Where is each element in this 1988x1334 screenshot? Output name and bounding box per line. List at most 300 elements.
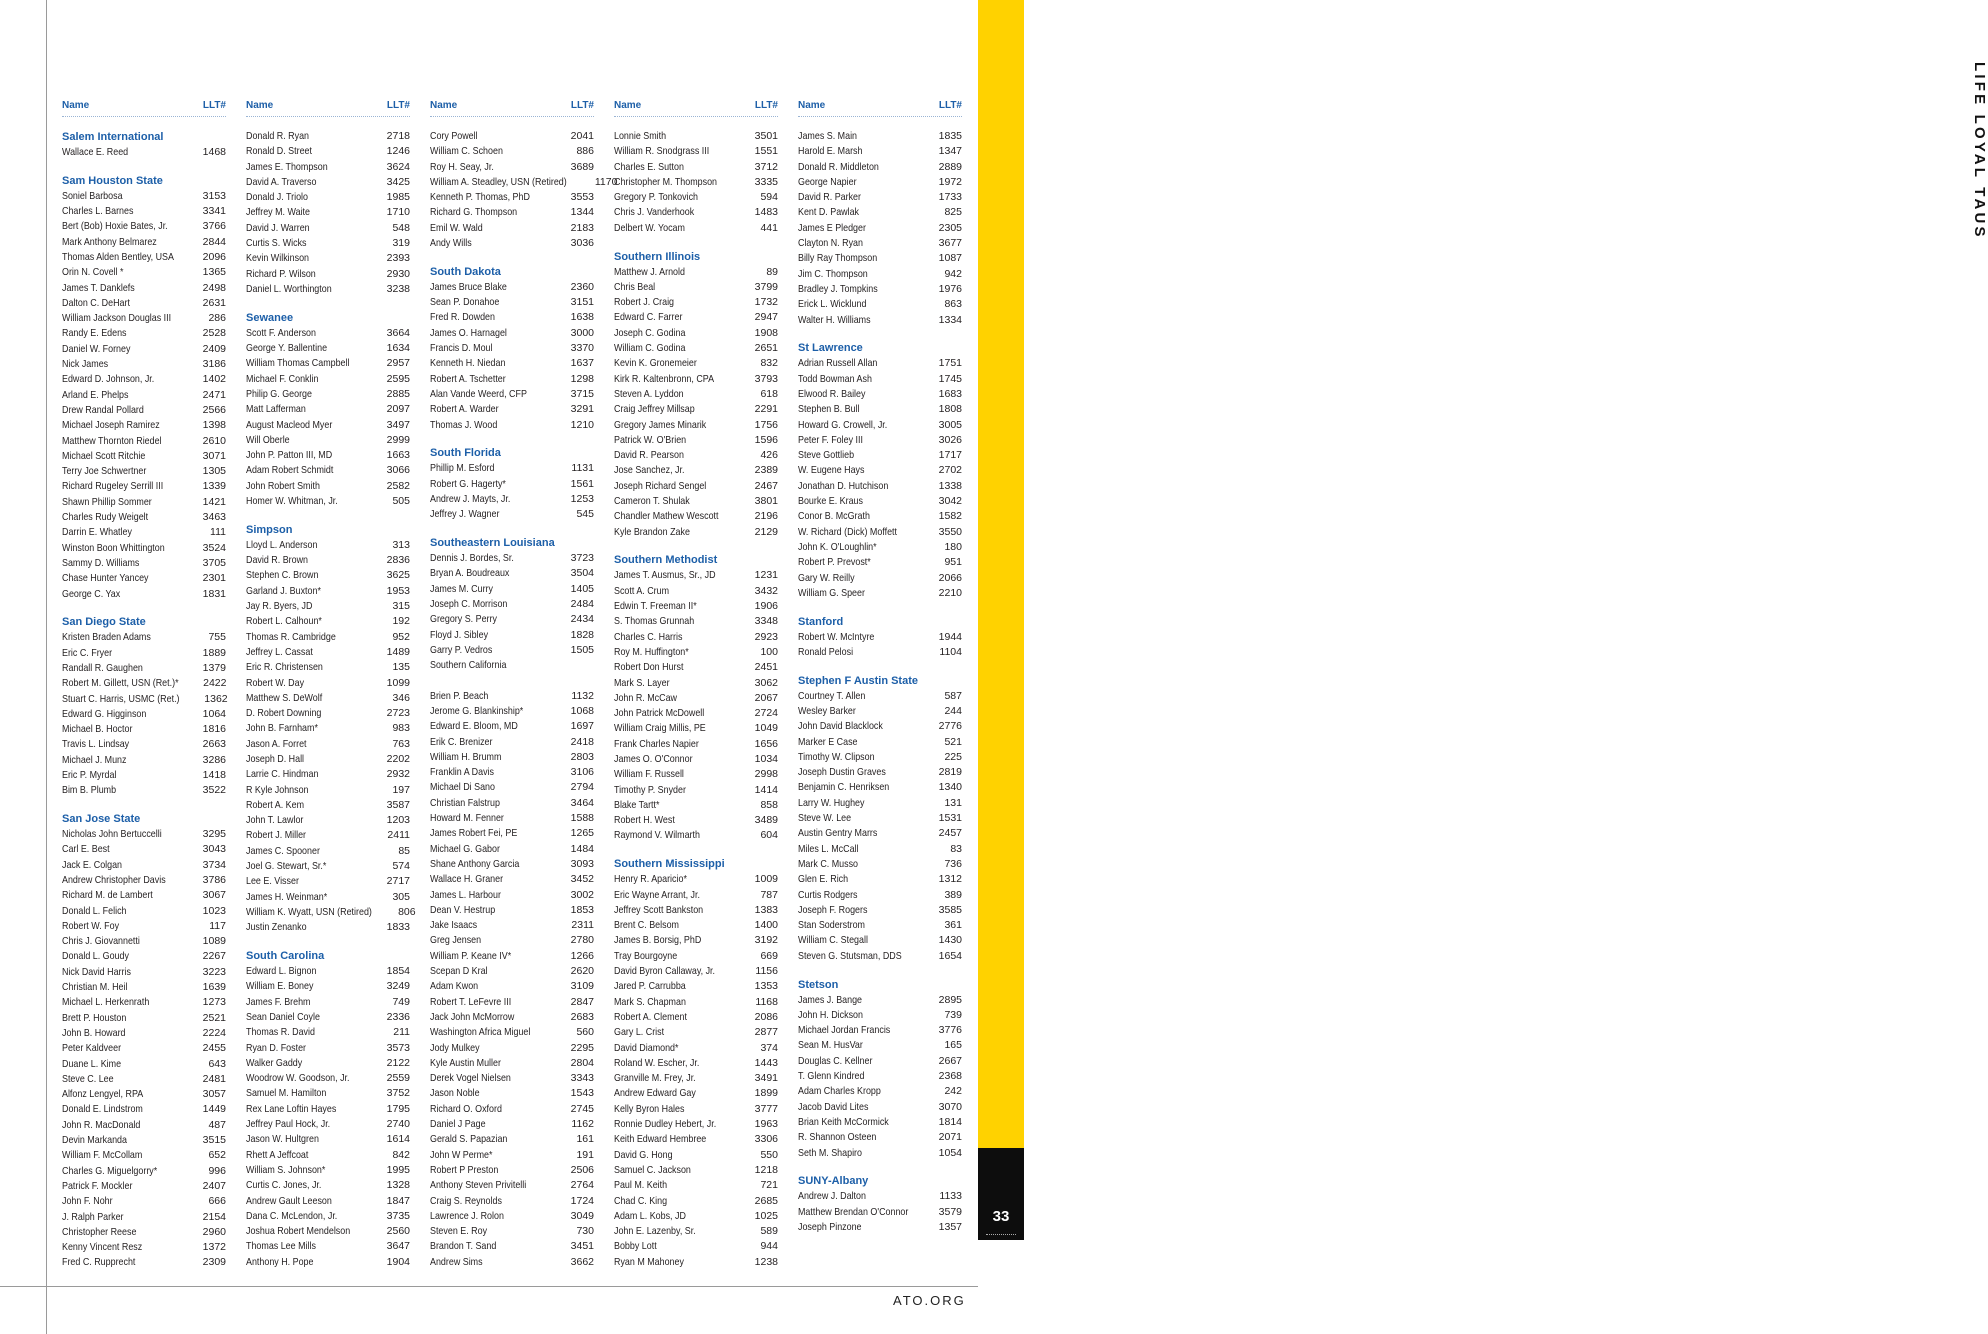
member-row (614, 341, 778, 356)
member-row (246, 236, 410, 251)
member-number: 3295 (202, 828, 226, 841)
member-row (614, 918, 778, 933)
member-number: 858 (760, 798, 778, 811)
member-name: David G. Hong (614, 1148, 673, 1161)
member-name: Christopher Reese (62, 1225, 137, 1238)
member-row (614, 1010, 778, 1025)
member-name: Sammy D. Williams (62, 556, 140, 569)
member-number: 1582 (938, 510, 962, 523)
member-row (430, 477, 594, 492)
member-name: James T. Danklefs (62, 281, 135, 294)
member-row (246, 630, 410, 645)
member-name: Joshua Robert Mendelson (246, 1225, 351, 1238)
member-name: Soniel Barbosa (62, 189, 123, 202)
member-number: 1816 (202, 723, 226, 736)
member-row (62, 753, 226, 768)
member-name: Robert A. Warder (430, 403, 499, 416)
member-number: 2471 (202, 388, 226, 401)
member-name: Matthew J. Arnold (614, 265, 685, 278)
member-row (246, 387, 410, 402)
member-number: 2067 (754, 691, 778, 704)
member-number: 1400 (754, 919, 778, 932)
member-name: Matt Lafferman (246, 403, 306, 416)
member-row (430, 402, 594, 417)
member-row (246, 859, 410, 874)
member-name: Michael B. Hoctor (62, 723, 133, 736)
member-row (430, 765, 594, 780)
member-row (246, 129, 410, 144)
member-row (62, 556, 226, 571)
member-number: 587 (944, 689, 962, 702)
member-name: Blake Tartt* (614, 798, 660, 811)
member-number: 2999 (386, 433, 410, 446)
member-row (798, 1130, 962, 1145)
member-name: Walker Gaddy (246, 1056, 303, 1069)
member-number: 3573 (386, 1041, 410, 1054)
member-row (798, 463, 962, 478)
member-number: 2803 (570, 750, 594, 763)
member-name: Patrick F. Mockler (62, 1179, 133, 1192)
member-name: Thomas R. Cambridge (246, 630, 336, 643)
member-row (62, 904, 226, 919)
member-row (246, 463, 410, 478)
number-header: LLT# (938, 100, 962, 111)
member-number: 832 (760, 357, 778, 370)
member-name: Tray Bourgoyne (614, 949, 678, 962)
side-title: LIFE LOYAL TAUS (1971, 62, 1988, 240)
member-name: Brett P. Houston (62, 1011, 127, 1024)
member-number: 505 (392, 495, 410, 508)
member-number: 2745 (570, 1102, 594, 1115)
member-row (246, 828, 410, 843)
column-body (62, 117, 226, 1271)
member-row (246, 1025, 410, 1040)
member-number: 374 (760, 1041, 778, 1054)
member-number: 669 (760, 949, 778, 962)
member-name: Stan Soderstrom (798, 919, 865, 932)
member-number: 3335 (754, 175, 778, 188)
member-row (62, 707, 226, 722)
member-row (430, 612, 594, 627)
member-number: 1733 (938, 191, 962, 204)
member-name: Wesley Barker (798, 705, 856, 717)
member-row (62, 281, 226, 296)
member-number: 3801 (754, 495, 778, 508)
footer-url: ATO.ORG (893, 1293, 966, 1308)
member-row (614, 1041, 778, 1056)
member-name: William F. McCollam (62, 1149, 143, 1162)
member-name: Drew Randal Pollard (62, 403, 144, 416)
member-number: 1751 (938, 357, 962, 370)
member-row (430, 1163, 594, 1178)
member-number: 3223 (202, 965, 226, 978)
member-number: 739 (944, 1008, 962, 1021)
member-number: 1468 (202, 146, 226, 158)
member-row (430, 205, 594, 220)
member-number: 1339 (202, 480, 226, 493)
member-number: 3550 (938, 525, 962, 538)
member-name: William E. Boney (246, 980, 314, 993)
member-name: Christian M. Heil (62, 981, 128, 994)
member-name: Kent D. Pawlak (798, 206, 860, 219)
member-number: 1638 (570, 311, 594, 324)
member-name: Dana C. McLendon, Jr. (246, 1209, 338, 1222)
member-name: Franklin A Davis (430, 766, 494, 779)
member-row (614, 265, 778, 280)
member-name: Greg Jensen (430, 934, 482, 947)
member-row (62, 919, 226, 934)
member-number: 2804 (570, 1056, 594, 1069)
member-row (798, 586, 962, 601)
member-number: 3489 (754, 814, 778, 827)
member-row (798, 1205, 962, 1220)
member-number: 2467 (754, 479, 778, 492)
member-row (798, 1115, 962, 1130)
member-row (614, 463, 778, 478)
member-row (430, 175, 618, 190)
member-number: 313 (392, 538, 410, 551)
member-number: 3348 (754, 615, 778, 628)
member-row (246, 402, 410, 417)
member-number: 2360 (570, 280, 594, 293)
member-name: Kristen Braden Adams (62, 631, 151, 644)
member-number: 1099 (386, 676, 410, 689)
member-row (430, 780, 594, 795)
member-number: 2960 (202, 1225, 226, 1238)
member-row (62, 888, 226, 903)
member-row (246, 418, 410, 433)
member-row (246, 356, 410, 371)
member-number: 2066 (938, 571, 962, 584)
member-name: Adam Charles Kropp (798, 1085, 881, 1098)
member-row (798, 402, 962, 417)
number-header: LLT# (754, 100, 778, 111)
member-row (62, 587, 226, 602)
column-4 (614, 98, 778, 1270)
member-name: Steven G. Stutsman, DDS (798, 949, 902, 962)
member-row (430, 933, 594, 948)
member-row (798, 190, 962, 205)
member-row (62, 479, 226, 494)
member-name: Keith Edward Hembree (614, 1133, 707, 1146)
member-name: Garland J. Buxton* (246, 584, 321, 597)
member-row (246, 752, 410, 767)
member-number: 3306 (754, 1133, 778, 1146)
member-number: 3463 (202, 511, 226, 524)
member-name: John K. O'Loughlin* (798, 540, 877, 553)
member-number: 863 (944, 298, 962, 311)
member-name: James S. Main (798, 130, 858, 142)
member-number: 983 (392, 722, 410, 735)
member-number: 3093 (570, 857, 594, 870)
member-row (614, 205, 778, 220)
member-number: 3723 (570, 552, 594, 565)
member-row (614, 372, 778, 387)
member-row (430, 129, 594, 144)
member-row (614, 280, 778, 295)
member-number: 1312 (938, 873, 962, 886)
member-row (246, 479, 410, 494)
member-number: 604 (760, 829, 778, 842)
member-name: William A. Steadley, USN (Retired) (430, 175, 567, 188)
member-number: 2122 (386, 1056, 410, 1069)
member-number: 1614 (386, 1133, 410, 1146)
member-number: 3341 (202, 205, 226, 218)
member-row (614, 1209, 778, 1224)
member-number: 3106 (570, 766, 594, 779)
member-number: 1489 (386, 645, 410, 658)
member-number: 2202 (386, 752, 410, 765)
member-number: 886 (576, 145, 594, 158)
member-number: 952 (392, 630, 410, 643)
member-row (430, 719, 594, 734)
member-row (798, 993, 962, 1008)
member-name: James O. Harnagel (430, 326, 507, 339)
member-name: Curtis Rodgers (798, 888, 858, 901)
member-row (614, 568, 778, 583)
section-heading: San Jose State (62, 813, 141, 826)
member-number: 3501 (754, 130, 778, 142)
member-name: William C. Stegall (798, 934, 868, 947)
member-row (614, 767, 778, 782)
member-name: Thomas J. Wood (430, 418, 498, 431)
member-name: Eric R. Christensen (246, 661, 323, 674)
member-number: 1808 (938, 403, 962, 416)
member-name: Courtney T. Allen (798, 689, 866, 702)
member-name: Chris Beal (614, 280, 656, 293)
member-row (614, 798, 778, 813)
section-heading: Southeastern Louisiana (430, 537, 555, 550)
member-row (614, 676, 778, 691)
member-number: 2667 (938, 1054, 962, 1067)
member-row (62, 510, 226, 525)
member-number: 3370 (570, 342, 594, 355)
member-number: 286 (208, 312, 226, 325)
section-heading: San Diego State (62, 616, 146, 629)
member-row (614, 1224, 778, 1239)
member-row (430, 888, 594, 903)
member-name: John E. Lazenby, Sr. (614, 1225, 696, 1238)
member-row (62, 692, 226, 707)
member-number: 3497 (386, 418, 410, 431)
member-number: 2560 (386, 1225, 410, 1238)
member-row (430, 735, 594, 750)
page-number: 33 (992, 1208, 1010, 1225)
member-number: 2309 (202, 1256, 226, 1269)
member-row (430, 842, 594, 857)
member-row (430, 857, 594, 872)
member-number: 1639 (202, 981, 226, 994)
member-name: Orin N. Covell * (62, 266, 124, 279)
member-name: Travis L. Lindsay (62, 738, 130, 751)
member-number: 1362 (204, 692, 228, 705)
number-header: LLT# (202, 100, 226, 111)
member-name: Matthew S. DeWolf (246, 691, 323, 704)
member-name: Jose Sanchez, Jr. (614, 464, 685, 477)
member-row (430, 1178, 594, 1193)
member-row (246, 691, 410, 706)
member-row (614, 813, 778, 828)
member-number: 1398 (202, 419, 226, 432)
member-number: 3067 (202, 889, 226, 902)
member-number: 3000 (570, 326, 594, 339)
member-row (798, 1100, 962, 1115)
member-name: William P. Keane IV* (430, 949, 512, 962)
member-name: Scott A. Crum (614, 584, 670, 597)
member-row (246, 175, 410, 190)
member-name: Samuel C. Jackson (614, 1163, 691, 1176)
member-number: 3343 (570, 1072, 594, 1085)
member-row (62, 1133, 226, 1148)
member-number: 3238 (386, 282, 410, 295)
member-name: Marker E Case (798, 735, 858, 748)
member-number: 1710 (386, 206, 410, 219)
member-name: Eric Wayne Arrant, Jr. (614, 888, 700, 901)
member-number: 2291 (754, 403, 778, 416)
member-row (246, 995, 410, 1010)
section-heading: St Lawrence (798, 342, 863, 355)
member-name: Delbert W. Yocam (614, 221, 685, 234)
member-name: David Diamond* (614, 1041, 679, 1054)
member-name: Richard P. Wilson (246, 267, 316, 280)
footer-rule (0, 1286, 978, 1287)
member-number: 3522 (202, 784, 226, 797)
member-name: Craig S. Reynolds (430, 1194, 502, 1207)
member-row (246, 584, 410, 599)
member-name: Glen E. Rich (798, 873, 849, 886)
member-name: Joseph F. Rogers (798, 903, 868, 916)
member-row (246, 1102, 410, 1117)
member-number: 3066 (386, 464, 410, 477)
member-name: Robert P. Prevost* (798, 556, 871, 569)
member-number: 2877 (754, 1026, 778, 1039)
member-name: Rex Lane Loftin Hayes (246, 1102, 337, 1115)
member-number: 2295 (570, 1041, 594, 1054)
member-name: James J. Bange (798, 993, 863, 1006)
member-row (430, 1132, 594, 1147)
member-number: 1104 (939, 645, 962, 658)
member-name: Jeffrey J. Wagner (430, 508, 500, 521)
member-row (614, 1148, 778, 1163)
member-row (62, 1118, 226, 1133)
member-name: Austin Gentry Marrs (798, 827, 878, 840)
member-row (614, 752, 778, 767)
member-row (798, 826, 962, 841)
member-name: Michael Scott Ritchie (62, 449, 146, 462)
member-name: George Y. Ballentine (246, 342, 328, 355)
column-header (246, 98, 410, 114)
member-name: George Napier (798, 175, 857, 188)
member-row (246, 813, 410, 828)
member-name: Peter Kaldveer (62, 1042, 122, 1055)
member-row (62, 189, 226, 204)
member-name: Jeffrey M. Waite (246, 206, 310, 219)
member-row (62, 858, 226, 873)
member-number: 2794 (570, 781, 594, 794)
member-row (62, 265, 226, 280)
member-number: 2957 (386, 357, 410, 370)
member-name: Bert (Bob) Hoxie Bates, Jr. (62, 220, 168, 233)
member-number: 2718 (386, 130, 410, 142)
member-name: Nick James (62, 358, 109, 371)
member-name: Robert L. Calhoun* (246, 615, 322, 628)
member-row (62, 1148, 226, 1163)
member-name: Benjamin C. Henriksen (798, 781, 890, 794)
member-name: David R. Brown (246, 554, 309, 567)
member-number: 618 (760, 387, 778, 400)
member-row (62, 145, 226, 160)
member-name: Todd Bowman Ash (798, 372, 872, 385)
member-name: Shawn Phillip Sommer (62, 495, 152, 508)
member-row (798, 933, 962, 948)
member-number: 346 (392, 691, 410, 704)
name-header: Name (246, 100, 274, 111)
member-number: 2651 (754, 342, 778, 355)
member-number: 244 (944, 705, 962, 717)
member-number: 1634 (386, 342, 410, 355)
member-number: 3186 (202, 358, 226, 371)
member-name: Adam Robert Schmidt (246, 464, 334, 477)
member-number: 3425 (386, 175, 410, 188)
member-number: 1944 (938, 630, 962, 643)
member-row (614, 1056, 778, 1071)
member-number: 951 (944, 556, 962, 569)
member-row (430, 326, 594, 341)
member-row (798, 540, 962, 555)
member-name: Michael Di Sano (430, 781, 495, 794)
member-name: Clayton N. Ryan (798, 237, 863, 250)
member-name: Andrew Christopher Davis (62, 873, 166, 886)
member-number: 1906 (754, 600, 778, 613)
member-name: Mark S. Layer (614, 676, 670, 689)
member-number: 3647 (386, 1240, 410, 1253)
member-number: 996 (208, 1164, 226, 1177)
member-row (246, 1148, 410, 1163)
member-number: 1218 (754, 1163, 778, 1176)
member-name: William Thomas Campbell (246, 357, 350, 370)
member-row (798, 494, 962, 509)
member-name: Howard G. Crowell, Jr. (798, 418, 888, 431)
member-row (246, 205, 410, 220)
member-name: Gregory P. Tonkovich (614, 191, 699, 204)
member-row (614, 221, 778, 236)
member-number: 763 (392, 737, 410, 750)
member-row (798, 205, 962, 220)
member-name: John B. Farnham* (246, 722, 318, 735)
member-row (62, 965, 226, 980)
member-row (430, 964, 594, 979)
member-row (430, 190, 594, 205)
member-number: 3587 (386, 798, 410, 811)
member-row (246, 599, 410, 614)
member-name: Charles E. Sutton (614, 160, 684, 173)
member-name: Anthony Steven Privitelli (430, 1179, 527, 1192)
member-row (430, 1239, 594, 1254)
member-number: 2930 (386, 267, 410, 280)
member-name: R Kyle Johnson (246, 783, 309, 796)
member-name: John R. MacDonald (62, 1118, 141, 1131)
member-number: 3192 (754, 934, 778, 947)
member-row (430, 1117, 594, 1132)
member-row (62, 1210, 226, 1225)
member-name: Alan Vande Weerd, CFP (430, 387, 527, 400)
member-name: Richard G. Thompson (430, 206, 518, 219)
member-name: Billy Ray Thompson (798, 252, 878, 265)
member-row (614, 310, 778, 325)
member-number: 85 (398, 844, 410, 857)
member-row (430, 566, 594, 581)
member-name: Steven A. Lyddon (614, 387, 684, 400)
